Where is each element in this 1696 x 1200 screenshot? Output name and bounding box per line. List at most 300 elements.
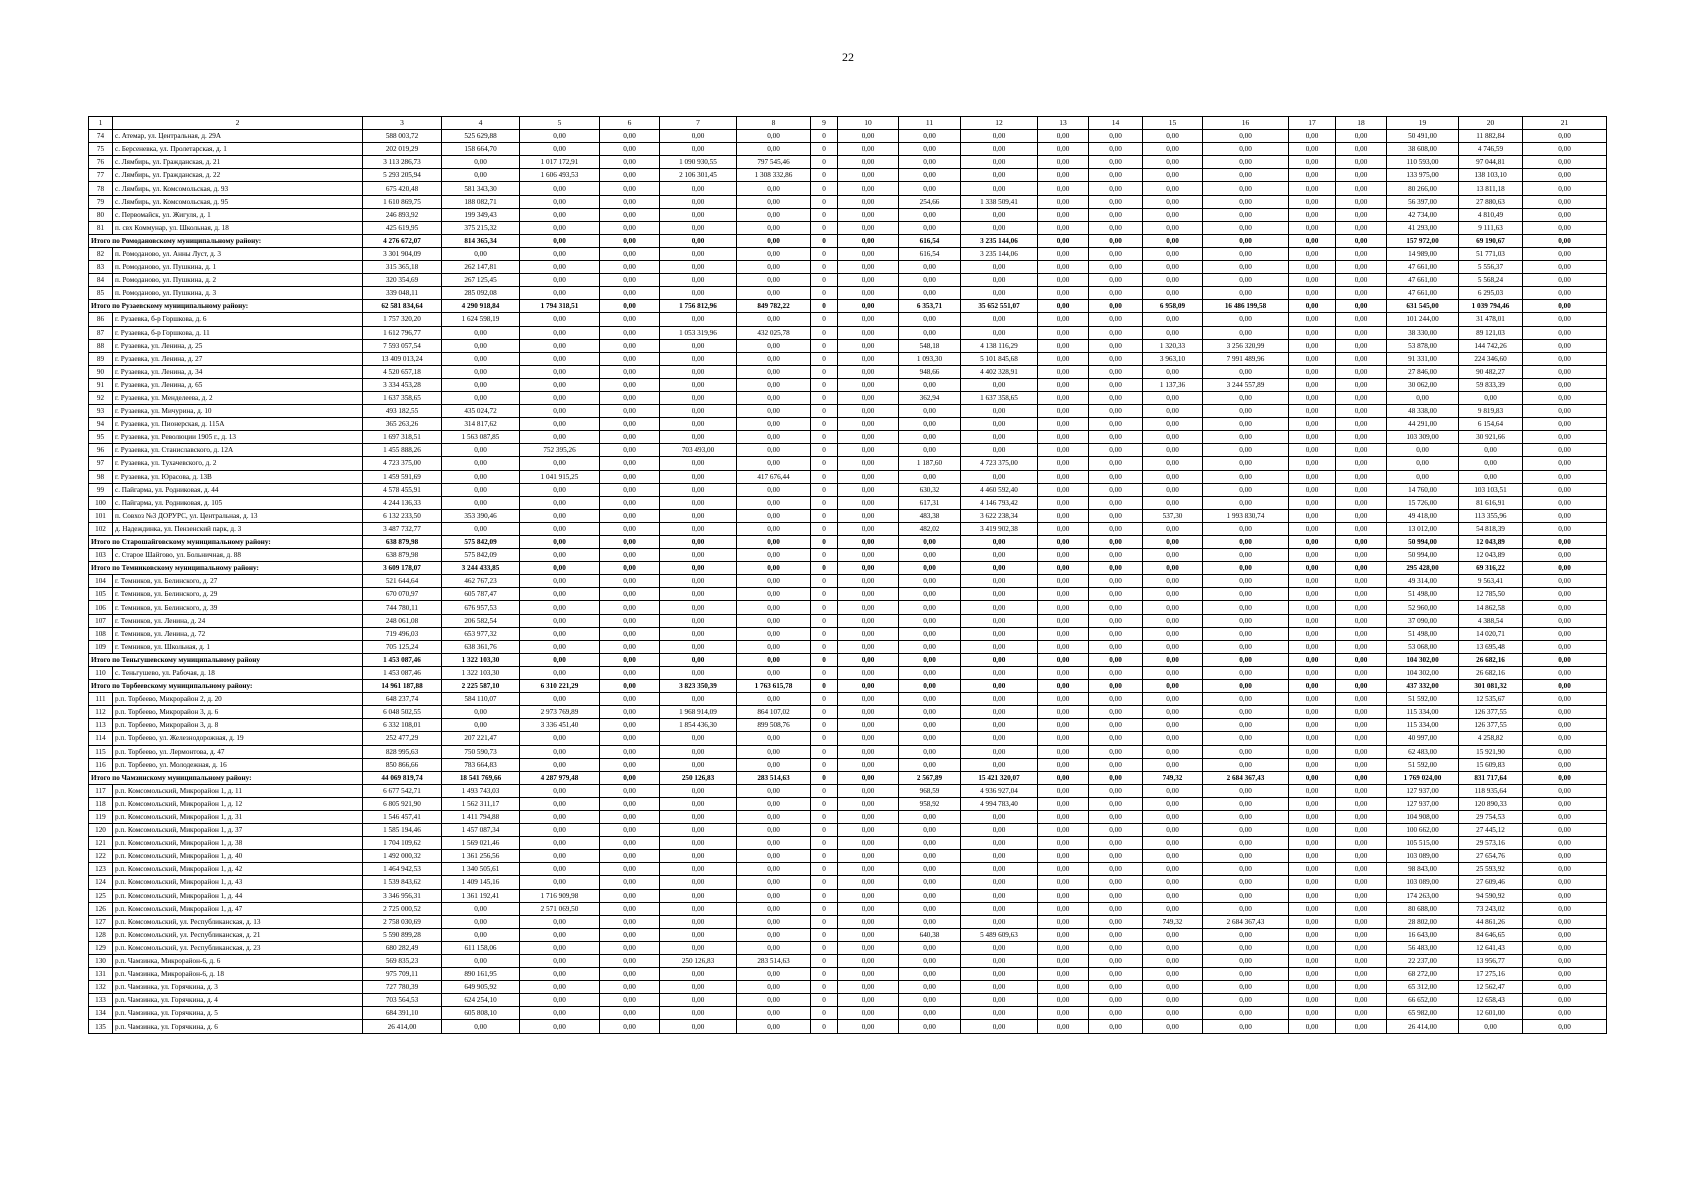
table-cell: 1 322 103,30 [442,653,520,666]
table-cell: 0,00 [660,391,737,404]
table-cell: 6 332 108,01 [363,719,442,732]
table-cell: 0,00 [1387,457,1459,470]
table-cell: 97 044,81 [1459,156,1523,169]
table-cell: 0 [811,470,838,483]
table-cell: 0,00 [1289,981,1336,994]
table-cell: 1 763 615,78 [737,680,811,693]
table-cell: 0,00 [1289,941,1336,954]
table-cell: 0,00 [1143,994,1203,1007]
table-cell: 26 414,00 [1387,1020,1459,1033]
table-cell: 0,00 [1143,261,1203,274]
table-cell: 0,00 [737,653,811,666]
table-cell: 0,00 [1203,221,1289,234]
table-cell: 0,00 [838,915,899,928]
table-cell: 0,00 [1038,706,1089,719]
table-cell: 0,00 [660,981,737,994]
table-row [89,876,1607,889]
table-cell: 0,00 [1038,522,1089,535]
table-cell: 0 [811,169,838,182]
table-cell: 0,00 [899,758,961,771]
table-cell: 0,00 [899,470,961,483]
table-cell: 76 [89,156,113,169]
table-cell: 1 492 000,32 [363,850,442,863]
table-cell: 0,00 [1089,1007,1143,1020]
table-cell: 0,00 [520,431,600,444]
table-cell: 0 [811,405,838,418]
table-cell: 0,00 [838,863,899,876]
table-cell: 115 334,00 [1387,706,1459,719]
table-cell: 948,66 [899,365,961,378]
table-cell: 4 402 328,91 [961,365,1038,378]
table-cell: 0,00 [838,902,899,915]
table-cell: 121 [89,837,113,850]
table-cell: 0,00 [1289,378,1336,391]
table-cell: 0,00 [838,771,899,784]
table-cell: 0,00 [1523,981,1607,994]
table-cell: Итого по Старошайговскому муниципальному району: [89,536,363,549]
table-cell: 0 [811,955,838,968]
table-cell: 0 [811,287,838,300]
table-row [89,339,1607,352]
table-cell: 73 243,02 [1459,902,1523,915]
table-cell: 0,00 [1203,968,1289,981]
table-cell: 0,00 [660,234,737,247]
table-row [89,797,1607,810]
table-cell: 0,00 [737,850,811,863]
table-cell: 0,00 [1143,418,1203,431]
table-cell: 0,00 [737,601,811,614]
table-cell: 125 [89,889,113,902]
table-cell: 0,00 [660,850,737,863]
table-cell: 0,00 [600,824,660,837]
table-cell: 0,00 [838,745,899,758]
table-cell: 0,00 [1143,719,1203,732]
table-cell: 29 754,53 [1459,810,1523,823]
table-cell: 0,00 [520,784,600,797]
table-cell: 0,00 [600,575,660,588]
table-cell: 631 545,00 [1387,300,1459,313]
table-cell: 0,00 [1203,1007,1289,1020]
table-cell: 38 608,00 [1387,143,1459,156]
table-row [89,968,1607,981]
table-cell: 14 989,00 [1387,247,1459,260]
table-cell: 0,00 [1089,981,1143,994]
table-cell: 0,00 [1203,876,1289,889]
table-cell: 0,00 [737,195,811,208]
table-cell: 0,00 [1336,797,1387,810]
table-cell: 0,00 [1038,601,1089,614]
total-row [89,300,1607,313]
table-cell: 0,00 [520,758,600,771]
table-cell: 16 643,00 [1387,928,1459,941]
table-cell: 62 483,00 [1387,745,1459,758]
table-cell: 0,00 [838,208,899,221]
table-cell: 0,00 [1523,391,1607,404]
table-cell: 12 601,00 [1459,1007,1523,1020]
table-cell: 638 879,98 [363,536,442,549]
table-cell: 0,00 [1289,575,1336,588]
table-cell: 0,00 [600,274,660,287]
table-cell: 0,00 [1089,156,1143,169]
table-cell: 0,00 [1089,850,1143,863]
table-cell: 0,00 [600,391,660,404]
table-cell: 0,00 [1203,850,1289,863]
table-cell: 0,00 [600,719,660,732]
table-row [89,287,1607,300]
table-cell: 0,00 [1523,208,1607,221]
table-cell: п. Ромоданово, ул. Пушкина, д. 2 [113,274,363,287]
table-cell: п. Ромоданово, ул. Анны Луст, д. 3 [113,247,363,260]
table-cell: 0,00 [737,536,811,549]
table-cell: 5 293 205,94 [363,169,442,182]
table-cell: 0,00 [961,326,1038,339]
table-cell: 27 445,12 [1459,824,1523,837]
table-cell: 0,00 [1089,653,1143,666]
table-cell: 0,00 [737,522,811,535]
table-cell: 114 [89,732,113,745]
table-cell: 0,00 [1089,588,1143,601]
table-cell: 0,00 [1459,1020,1523,1033]
table-cell: 26 682,16 [1459,653,1523,666]
table-cell: 0,00 [1203,156,1289,169]
table-cell: 0,00 [600,509,660,522]
table-cell: 69 316,22 [1459,562,1523,575]
table-cell: 0,00 [660,549,737,562]
table-cell: 0,00 [1089,221,1143,234]
table-cell: 0,00 [961,915,1038,928]
table-cell: 0,00 [737,758,811,771]
table-cell: 797 545,46 [737,156,811,169]
table-cell: 0 [811,824,838,837]
table-cell: 0,00 [961,719,1038,732]
table-cell: 0,00 [1336,693,1387,706]
table-cell: 224 346,60 [1459,352,1523,365]
table-cell: 12 [961,117,1038,130]
table-cell: 0,00 [1038,130,1089,143]
table-cell: 0,00 [961,981,1038,994]
table-cell: 17 275,16 [1459,968,1523,981]
table-cell: 0,00 [1336,470,1387,483]
table-cell: 676 957,53 [442,601,520,614]
table-cell: 0,00 [1089,418,1143,431]
table-cell: р.п. Комсомольский, Микрорайон 1, д. 47 [113,902,363,915]
table-cell: 47 661,00 [1387,287,1459,300]
table-cell: 3 609 178,07 [363,562,442,575]
table-cell: 0,00 [1203,693,1289,706]
table-cell: 0,00 [600,352,660,365]
table-cell: 15 921,90 [1459,745,1523,758]
table-cell: 0,00 [1038,156,1089,169]
table-cell: 1 769 024,00 [1387,771,1459,784]
table-cell: 0,00 [1289,418,1336,431]
table-cell: 1 187,60 [899,457,961,470]
table-cell: 0,00 [1523,824,1607,837]
table-cell: г. Рузаевка, ул. Тухачевского, д. 2 [113,457,363,470]
table-cell: 0,00 [1143,274,1203,287]
table-cell: 0,00 [961,431,1038,444]
table-cell: 0,00 [1203,365,1289,378]
table-cell: 0 [811,745,838,758]
table-cell: 0,00 [600,601,660,614]
table-cell: 0,00 [1203,522,1289,535]
table-cell: 575 842,09 [442,549,520,562]
table-cell: 0,00 [442,444,520,457]
table-cell: 0,00 [520,928,600,941]
table-cell: 0,00 [1038,850,1089,863]
table-cell: 648 237,74 [363,693,442,706]
table-cell: 0,00 [520,287,600,300]
table-cell: 0,00 [1089,968,1143,981]
table-cell: 0,00 [899,588,961,601]
table-cell: р.п. Комсомольский, ул. Республиканская, д. 21 [113,928,363,941]
table-cell: 262 147,81 [442,261,520,274]
table-cell: 301 081,32 [1459,680,1523,693]
table-cell: 0,00 [1523,130,1607,143]
table-cell: 315 365,18 [363,261,442,274]
table-cell: 0,00 [961,130,1038,143]
table-cell: 2 973 769,89 [520,706,600,719]
table-cell: 0,00 [838,810,899,823]
table-cell: 105 [89,588,113,601]
table-cell: 437 332,00 [1387,680,1459,693]
table-cell: 0,00 [442,391,520,404]
table-cell: 21 [1523,117,1607,130]
table-cell: 0,00 [1038,719,1089,732]
table-cell: 0,00 [442,365,520,378]
table-cell: п. Ромоданово, ул. Пушкина, д. 1 [113,261,363,274]
table-cell: 0,00 [1336,444,1387,457]
table-cell: 54 818,39 [1459,522,1523,535]
table-cell: 0,00 [1143,575,1203,588]
table-cell: 0,00 [520,614,600,627]
table-cell: 0,00 [600,706,660,719]
table-cell: 0,00 [1336,955,1387,968]
table-cell: 0,00 [1089,902,1143,915]
table-cell: 0,00 [660,431,737,444]
table-cell: 0,00 [737,496,811,509]
table-cell: 0,00 [1143,902,1203,915]
table-cell: 0 [811,575,838,588]
table-cell: 0,00 [1089,562,1143,575]
table-cell: 0,00 [1289,601,1336,614]
table-cell: 0,00 [1523,784,1607,797]
table-cell: 0 [811,496,838,509]
table-cell: 0,00 [838,680,899,693]
table-cell: 0,00 [1038,1007,1089,1020]
table-cell: 0,00 [1038,287,1089,300]
table-cell: 0,00 [1203,274,1289,287]
table-cell: 95 [89,431,113,444]
table-cell: 0,00 [1289,208,1336,221]
table-cell: 0,00 [737,876,811,889]
table-cell: 0,00 [660,810,737,823]
table-cell: 1 041 915,25 [520,470,600,483]
table-cell: 0,00 [1289,509,1336,522]
table-cell: 31 478,01 [1459,313,1523,326]
table-cell: 0,00 [600,313,660,326]
table-cell: 0,00 [1523,745,1607,758]
table-cell: 0 [811,509,838,522]
table-cell: 0,00 [1038,313,1089,326]
table-cell: 0,00 [899,640,961,653]
table-cell: 0,00 [838,824,899,837]
table-cell: 0,00 [600,640,660,653]
table-cell: 0,00 [520,418,600,431]
table-cell: 0,00 [1523,405,1607,418]
table-row [89,941,1607,954]
table-cell: 120 [89,824,113,837]
table-cell: 0 [811,758,838,771]
table-cell: 0 [811,797,838,810]
table-cell: 90 [89,365,113,378]
table-cell: 0,00 [1203,810,1289,823]
table-cell: 0,00 [1038,444,1089,457]
table-cell: 254,66 [899,195,961,208]
table-cell: 0 [811,601,838,614]
table-cell: 0,00 [1089,470,1143,483]
table-cell: 0,00 [1336,221,1387,234]
table-cell: 110 [89,666,113,679]
table-cell: 0,00 [961,313,1038,326]
table-cell: 0,00 [1336,928,1387,941]
table-cell: 0,00 [520,130,600,143]
table-cell: 0,00 [1038,863,1089,876]
table-cell: 0,00 [1289,365,1336,378]
table-cell: 0,00 [737,588,811,601]
table-cell: 127 937,00 [1387,784,1459,797]
table-cell: 0,00 [1143,666,1203,679]
table-cell: 0,00 [1089,666,1143,679]
table-cell: 0,00 [1203,1020,1289,1033]
table-row [89,810,1607,823]
table-cell: 0,00 [1336,653,1387,666]
table-cell: 41 293,00 [1387,221,1459,234]
table-cell: 569 835,23 [363,955,442,968]
table-cell: 0 [811,261,838,274]
table-cell: 0,00 [442,902,520,915]
table-cell: р.п. Комсомольский, Микрорайон 1, д. 37 [113,824,363,837]
table-cell: 0,00 [1143,549,1203,562]
table-cell: 27 609,46 [1459,876,1523,889]
table-cell: 106 [89,601,113,614]
table-cell: 1 539 843,62 [363,876,442,889]
table-cell: 0,00 [1336,562,1387,575]
table-cell: 0,00 [961,693,1038,706]
table-cell: 0 [811,889,838,902]
table-cell: 1 411 794,88 [442,810,520,823]
table-cell: 0,00 [1038,732,1089,745]
table-cell: 108 [89,627,113,640]
table-cell: г. Рузаевка, ул. Ленина, д. 25 [113,339,363,352]
table-cell: 0,00 [1089,810,1143,823]
table-cell: 0,00 [1089,889,1143,902]
table-cell: 0,00 [1038,195,1089,208]
table-cell: 0,00 [600,549,660,562]
table-cell: 0,00 [1089,706,1143,719]
table-cell: 0,00 [838,457,899,470]
table-cell: 0,00 [1203,955,1289,968]
table-cell: 0,00 [520,824,600,837]
table-cell: 50 994,00 [1387,549,1459,562]
table-cell: 0 [811,352,838,365]
table-cell: 35 652 551,07 [961,300,1038,313]
table-cell: 0,00 [1336,719,1387,732]
table-cell: 783 664,83 [442,758,520,771]
table-cell: 0,00 [737,431,811,444]
table-cell: 0,00 [1336,575,1387,588]
table-cell: 0,00 [1143,195,1203,208]
table-cell: 0,00 [660,483,737,496]
table-cell: 4 287 979,48 [520,771,600,784]
table-cell: 0,00 [737,810,811,823]
table-cell: 0,00 [838,601,899,614]
table-cell: 0,00 [961,274,1038,287]
table-cell: 0,00 [600,130,660,143]
table-cell: 0,00 [1038,745,1089,758]
table-cell: 0,00 [961,941,1038,954]
table-cell: 0,00 [1203,941,1289,954]
table-cell: р.п. Торбеево, ул. Лермонтова, д. 47 [113,745,363,758]
table-cell: 0,00 [660,994,737,1007]
table-cell: 0,00 [1523,575,1607,588]
table-cell: 0,00 [1038,693,1089,706]
table-row [89,247,1607,260]
table-cell: 4 [442,117,520,130]
table-cell: 5 556,37 [1459,261,1523,274]
table-cell: 0,00 [899,208,961,221]
table-cell: 0 [811,391,838,404]
table-cell: 0,00 [1038,915,1089,928]
table-cell: 0,00 [961,837,1038,850]
table-cell: 0,00 [1289,391,1336,404]
table-cell: 0,00 [1289,771,1336,784]
table-cell: 0,00 [1089,130,1143,143]
table-cell: 0,00 [1523,182,1607,195]
table-row [89,902,1607,915]
table-cell: 126 377,55 [1459,706,1523,719]
table-cell: 0,00 [838,221,899,234]
table-cell: 0,00 [1523,365,1607,378]
table-cell: 0,00 [1459,457,1523,470]
table-cell: 814 365,34 [442,234,520,247]
table-cell: 0,00 [1089,365,1143,378]
table-cell: 123 [89,863,113,876]
table-cell: 1 453 087,46 [363,666,442,679]
table-cell: 831 717,64 [1459,771,1523,784]
table-cell: 26 414,00 [363,1020,442,1033]
table-cell: 105 515,00 [1387,837,1459,850]
table-cell: 0,00 [737,378,811,391]
table-cell: 0,00 [1038,470,1089,483]
table-cell: 0,00 [737,130,811,143]
table-cell: 0,00 [1289,274,1336,287]
table-cell: 0,00 [1143,562,1203,575]
table-cell: 98 [89,470,113,483]
table-cell: 0,00 [660,405,737,418]
table-row [89,955,1607,968]
table-cell: 0,00 [1203,614,1289,627]
table-cell: 616,54 [899,247,961,260]
table-cell: 675 420,48 [363,182,442,195]
table-cell: 3 301 904,09 [363,247,442,260]
table-cell: 0,00 [1143,536,1203,549]
table-cell: 0,00 [1089,732,1143,745]
table-cell: 493 182,55 [363,405,442,418]
table-cell: 0,00 [1089,444,1143,457]
table-cell: 0,00 [1089,234,1143,247]
table-cell: 0,00 [520,915,600,928]
table-cell: 0,00 [1336,391,1387,404]
